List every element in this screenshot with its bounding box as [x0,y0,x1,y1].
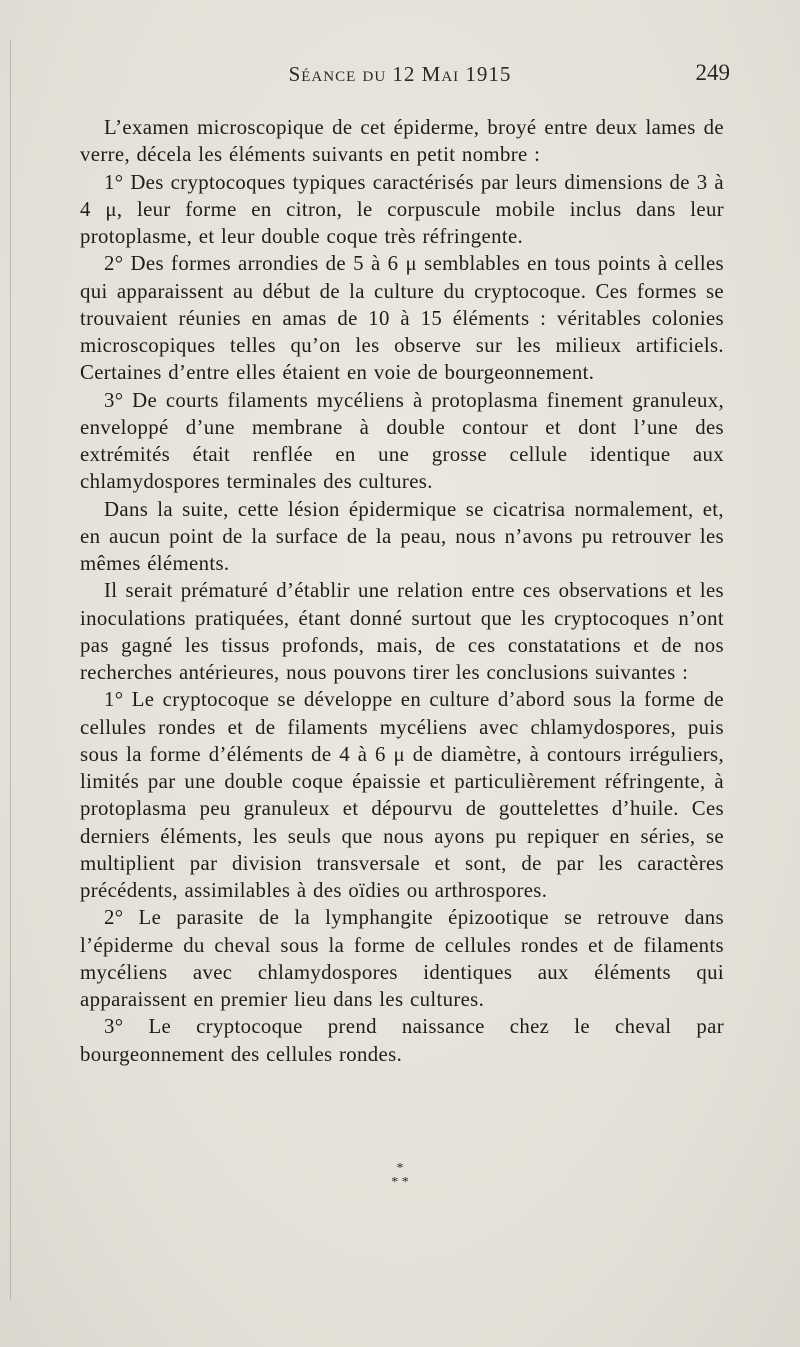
paragraph-conclusion-2: 2° Le parasite de la lymphangite épizootique se retrouve dans l’épiderme du cheval sous la forme de cellules rondes et de filaments mycéliens avec chlamydospores identiques aux éléments qui apparaissent en premier lieu dans les cultures. [80,906,724,1011]
paragraph-intro: L’examen microscopique de cet épiderme, broyé entre deux lames de verre, décela les éléments suivants en petit nombre : [80,116,724,167]
paragraph-finding-3: 3° De courts filaments mycéliens à protoplasma finement granuleux, enveloppé d’une membrane à double contour et dont l’une des extrémités était renflée en une grosse cellule identique aux chlamydospores terminales des cultures. [80,388,724,494]
paragraph-conclusion-3: 3° Le cryptocoque prend naissance chez le cheval par bourgeonnement des cellules rondes. [80,1015,724,1066]
running-header [0,62,800,94]
body-text [80,114,724,1068]
paragraph-healing: Dans la suite, cette lésion épidermique se cicatrisa normalement, et, en aucun point de la surface de la peau, nous n’avons pu retrouver les mêmes éléments. [80,497,724,575]
paragraph-conclusions-intro: Il serait prématuré d’établir une relation entre ces observations et les inoculations pratiquées, étant donné surtout que les cryptocoques n’ont pas gagné les tissus profonds, mais, de ces constatations et de nos recherches antérieures, nous pouvons tirer les conclusions suivantes : [80,579,724,684]
paragraph-finding-1: 1° Des cryptocoques typiques caractérisés par leurs dimensions de 3 à 4 μ, leur forme en citron, le corpuscule mobile inclus dans leur protoplasme, et leur double coque très réfringente. [80,170,724,248]
page-number: 249 [695,60,730,85]
ornament-bottom-stars: * * [391,1175,409,1190]
page-edge-line [10,40,11,1300]
header-title: Séance du 12 Mai 1915 [288,62,512,86]
paragraph-conclusion-1: 1° Le cryptocoque se développe en culture d’abord sous la forme de cellules rondes et de filaments mycéliens avec chlamydospores, puis sous la forme d’éléments de 4 à 6 μ de diamètre, à contours irréguliers, limités par une double coque épaissie et particulièrement réfringente, à protoplasma peu granuleux et dépourvu de gouttelettes d’huile. Ces derniers éléments, les seuls que nous ayons pu repiquer en séries, se multiplient par division transversale et sont, de par les caractères précédents, assimilables à des oïdies ou arthrospores. [80,688,724,902]
section-ornament [0,1162,800,1190]
ornament-top-star: * [396,1161,404,1176]
paragraph-finding-2: 2° Des formes arrondies de 5 à 6 μ semblables en tous points à celles qui apparaissent au début de la culture du cryptocoque. Ces formes se trouvaient réunies en amas de 10 à 15 éléments : véritables colonies microscopiques telles qu’on les observe sur les milieux artificiels. Certaines d’entre elles étaient en voie de bourgeonnement. [80,252,724,385]
